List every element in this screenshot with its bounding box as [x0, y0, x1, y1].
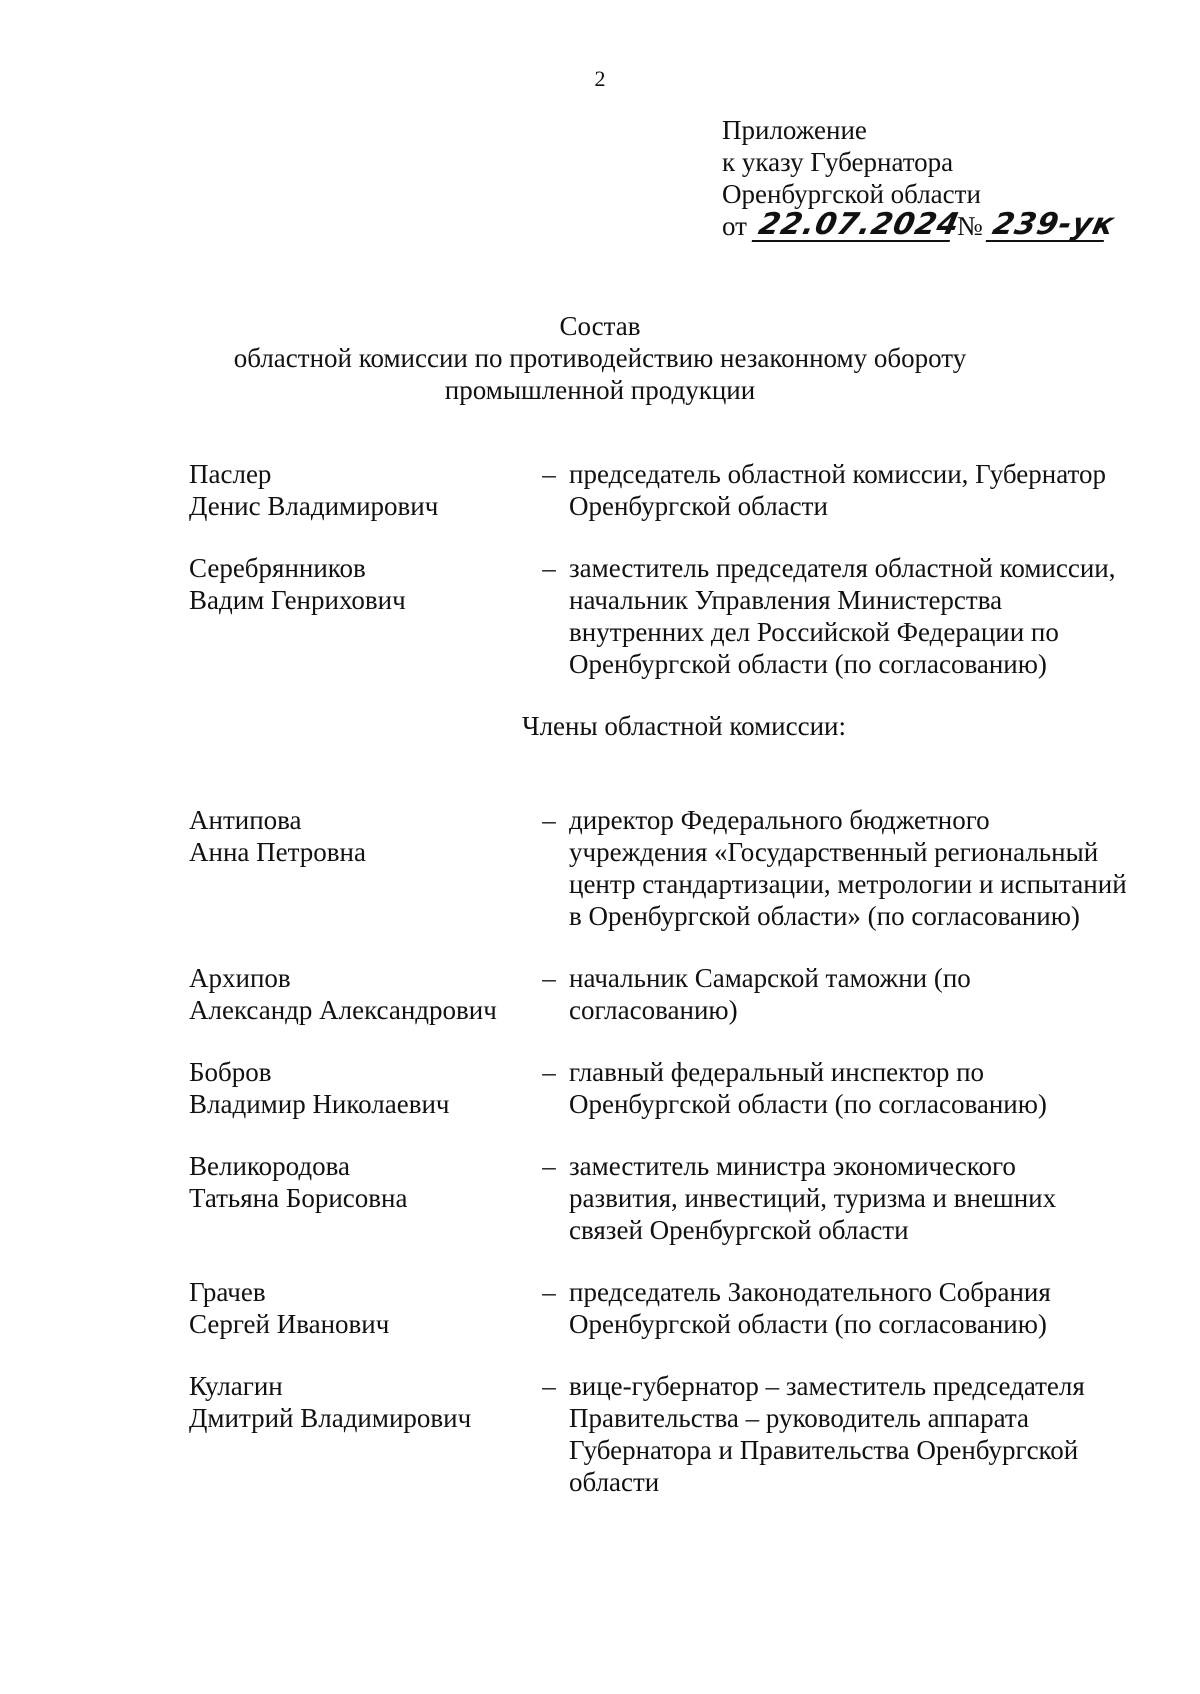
list-item: [189, 1056, 1129, 1120]
number-label: №: [956, 211, 983, 241]
dash: –: [542, 963, 556, 993]
list-item: [189, 1276, 1129, 1340]
dash: –: [542, 1371, 556, 1401]
surname: Кулагин: [189, 1371, 283, 1401]
surname: Антипова: [189, 805, 302, 835]
given-names: Вадим Генрихович: [189, 585, 406, 615]
document-title: [0, 310, 1200, 406]
person-role: заместитель председателя областной комиссии, начальник Управления Министерства внутренних дел Российской Федерации по Оренбургской области (по согласованию): [569, 553, 1116, 679]
handwritten-number: 239-ук: [985, 210, 1110, 242]
members-heading: Члены областной комиссии:: [522, 711, 846, 741]
person-role: председатель областной комиссии, Губернатор Оренбургской области: [569, 459, 1106, 521]
dash: –: [542, 1057, 556, 1087]
person-name: [189, 1056, 529, 1120]
person-name: [189, 1370, 529, 1498]
dash: –: [542, 805, 556, 835]
person-name: [189, 1150, 529, 1246]
title-line-3: промышленной продукции: [444, 375, 756, 405]
given-names: Анна Петровна: [189, 837, 366, 867]
decree-date-number-line: [722, 207, 1118, 242]
list-item: [189, 552, 1129, 680]
dash: –: [542, 1151, 556, 1181]
person-name: [189, 962, 529, 1026]
given-names: Владимир Николаевич: [189, 1089, 450, 1119]
person-name: [189, 552, 529, 680]
page-number: 2: [594, 66, 606, 91]
surname: Серебрянников: [189, 553, 366, 583]
dash: –: [542, 1277, 556, 1307]
list-item: [189, 1370, 1129, 1498]
list-item: [189, 804, 1129, 932]
person-role: начальник Самарской таможни (по согласованию): [569, 963, 971, 1025]
dash: –: [542, 459, 556, 489]
person-name: [189, 1276, 529, 1340]
title-line-1: Состав: [559, 311, 641, 341]
given-names: Дмитрий Владимирович: [189, 1403, 472, 1433]
commission-list: [189, 458, 1129, 1528]
dash: –: [542, 553, 556, 583]
person-name: [189, 458, 529, 522]
given-names: Денис Владимирович: [189, 491, 439, 521]
surname: Грачев: [189, 1277, 266, 1307]
person-name: [189, 804, 529, 932]
appendix-decree-ref: к указу Губернатора: [722, 147, 954, 177]
person-role: председатель Законодательного Собрания Оренбургской области (по согласованию): [569, 1277, 1051, 1339]
surname: Великородова: [189, 1151, 350, 1181]
list-item: [189, 1150, 1129, 1246]
handwritten-date: 22.07.2024: [752, 210, 957, 242]
appendix-region: Оренбургской области: [722, 179, 981, 209]
surname: Бобров: [189, 1057, 272, 1087]
surname: Архипов: [189, 963, 291, 993]
from-label: от: [722, 211, 747, 241]
appendix-title: Приложение: [722, 115, 867, 145]
given-names: Александр Александрович: [189, 995, 497, 1025]
surname: Паслер: [189, 459, 272, 489]
person-role: вице-губернатор – заместитель председателя Правительства – руководитель аппарата Губернатора и Правительства Оренбургской области: [569, 1371, 1085, 1497]
given-names: Сергей Иванович: [189, 1309, 390, 1339]
appendix-header: [722, 114, 1118, 242]
title-line-2: областной комиссии по противодействию незаконному обороту: [233, 343, 967, 373]
list-item: [189, 458, 1129, 522]
person-role: заместитель министра экономического развития, инвестиций, туризма и внешних связей Оренбургской области: [569, 1151, 1057, 1245]
given-names: Татьяна Борисовна: [189, 1183, 408, 1213]
person-role: директор Федерального бюджетного учреждения «Государственный региональный центр стандартизации, метрологии и испытаний в Оренбургской области» (по согласованию): [569, 805, 1127, 931]
person-role: главный федеральный инспектор по Оренбургской области (по согласованию): [569, 1057, 1047, 1119]
list-item: [189, 962, 1129, 1026]
